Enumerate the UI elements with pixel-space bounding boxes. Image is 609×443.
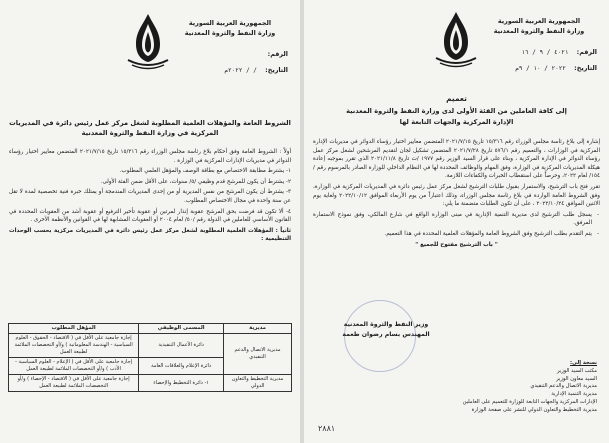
cc-item: مديرية التنمية الإدارية (551, 391, 597, 398)
memo-subtitle: الإدارة المركزية والجهات التابعة لها (399, 118, 514, 126)
cell-qualification: إجازة جامعية على الأقل في ( الاقتصاد - الحقوق - العلوم السياسية - الهندسة المعلوماتية ) و/أو التخصصات الملائمة لطبيعة العمل (9, 334, 139, 358)
number-label: الرقم: (576, 48, 597, 56)
table-header-row (9, 324, 292, 334)
number-label: الرقم: (267, 50, 288, 58)
closing-slogan: " باب الترشيح مفتوح للجميع " (415, 241, 498, 248)
memo-body (313, 138, 600, 251)
positions-table (8, 323, 292, 392)
date-line (224, 64, 288, 77)
cell-job-title: دائرة الإعلام والعلاقات العامة (139, 358, 224, 375)
cc-item: السيد معاون الوزير (556, 375, 597, 382)
memo-bullet: - يسجل طلب الترشيح لدى مديرية التنمية الإدارية في مبنى الوزارة الواقع في شارع المالكي، وفق نموذج الاستمارة المرفق. (313, 211, 600, 228)
signature-block (316, 320, 456, 340)
cell-directorate: مديرية الاتصال والدعم التنفيذي (224, 334, 292, 375)
memo-paragraph: تقرر فتح باب الترشيح، والاستمرار بقبول طلبات الترشيح لشغل مركز عمل رئيس دائرة في المديريات المركزية في الوزارة، وفق الشروط العامة الواردة في بلاغ رئاسة مجلس الوزراء، وذلك اعتباراً من يوم الأربعاء الموافق ٢٠٢٢/١٠/١٢ ولغاية يوم الاثنين الموافق ٢٠٢٢/١٠/٢٤ ، على أن تكون الطلبات متضمنة ما يلي: (313, 183, 600, 208)
date-label: التاريخ: (265, 66, 288, 74)
conditions-list (9, 148, 291, 246)
cc-item: الإدارات المركزية والجهات التابعة للوزارة للتعميم على العاملين (462, 398, 597, 405)
table-row (9, 334, 292, 358)
republic-name: الجمهورية العربية السورية (188, 19, 272, 27)
condition-intro: أولاً : الشروط العامة وفق أحكام بلاغ رئاسة مجلس الوزراء رقم ١٥/٣١٦ تاريخ ٢٠٢١/٧/١٥ المتضمن معايير اختيار رؤساء الدوائر في مديريات الإدارات المركزية في الوزارة . (9, 149, 292, 164)
copies-to (397, 360, 597, 415)
page-title: الشروط العامة والمؤهلات العلمية المطلوبة لشغل مركز عمل رئيس دائرة في المديريات المركزية في وزارة النفط والثروة المعدنية (9, 119, 291, 137)
cc-item: مديرية الاتصال والدعم التنفيذي (530, 383, 597, 390)
condition-item: ٢- يشترط أن يكون للمرشح قدم وظيفي /٥/ سنوات، على الأقل ضمن الفئة الأولى. (100, 178, 291, 185)
handwritten-note: ٢٨٨١ (318, 424, 336, 433)
header-job-title: المسمى الوظيفي (139, 324, 224, 334)
condition-item: ٤- ألا تكون قد فرضت بحق المرشح عقوبة إنذار لمرتين أو عقوبة تأخير الترفيع أو عقوبة أشد من العقوبات المحددة في القانون الأساسي للعاملين في الدولة رقم /٥٠/ لعام ٢٠٠٤ أو العقوبات المشابهة لها في القوانين والأنظمة الأخرى . (9, 208, 291, 224)
conditions-page (0, 0, 300, 443)
memo-subtitle: إلى كافة العاملين من الفئة الأولى لدى وزارة النفط والثروة المعدنية (346, 107, 567, 115)
republic-name: الجمهورية العربية السورية (497, 17, 581, 25)
cc-title: نسخة إلى: (570, 360, 597, 366)
ministry-logo-icon (426, 8, 486, 70)
signature-title: وزير النفط والثروة المعدنية (343, 321, 429, 328)
memo-title: تعميم (446, 94, 467, 103)
cc-item: مكتب السيد الوزير (556, 367, 597, 374)
circular-page (304, 0, 609, 443)
ministry-name: وزارة النفط والثروة المعدنية (184, 29, 276, 37)
number-value: ٤٠٢١ / ٩ / ١٦ (521, 49, 569, 56)
memo-bullet: - يتم التقدم بطلب الترشيح وفق الشروط العامة والمؤهلات العلمية المحددة في هذا التعميم. (313, 230, 600, 239)
date-line (515, 62, 597, 75)
ministry-name: وزارة النفط والثروة المعدنية (493, 27, 585, 35)
cell-directorate: مديرية التخطيط والتعاون الدولي (224, 375, 292, 392)
cc-item: مديرية التخطيط والتعاون الدولي للنشر على صفحة الوزارة (471, 406, 597, 413)
header-directorate: مديرية (224, 324, 292, 334)
condition-item: ٣- يشترط أن يكون المرشح من نفس المديرية أو من إحدى المديريات المندمجة أو يمتلك خبرة فنية تخصصية لمدة لا تقل عن سنة واحدة في مجال الاختصاص المطلوب. (9, 189, 291, 204)
letterhead (479, 16, 599, 36)
signature-name: المهندس بسام رضوان طعمة (342, 331, 430, 338)
cell-qualification: إجازة جامعية على الأقل في ( الاقتصاد - الإحصاء ) و/أو التخصصات الملائمة لطبيعة العمل (9, 375, 139, 392)
section-two-heading: ثانياً : المؤهلات العلمية المطلوبة لشغل مركز عمل رئيس دائرة في المديريات مركزية بحسب الوحدات التنظيمية : (9, 227, 291, 243)
number-line (268, 48, 288, 60)
cell-job-title: دائرة الأعمال التنفيذية (139, 334, 224, 358)
ministry-logo-icon (118, 10, 178, 72)
date-value: / / ٢٠٢٢م (224, 67, 257, 74)
number-line (521, 46, 597, 59)
cell-job-title: ١- دائرة التخطيط والإحصاء (139, 375, 224, 392)
date-label: التاريخ: (574, 64, 597, 72)
date-value: ٢٠٢٢ / ١٠ / ٩م (515, 65, 566, 72)
condition-item: ١- يشترط مطابقة الاختصاص مع بطاقة الوصف والمؤهل العلمي المطلوب. (119, 168, 291, 175)
letterhead (170, 18, 290, 38)
table-row (9, 375, 292, 392)
header-qualification: المؤهل المطلوب (9, 324, 139, 334)
memo-paragraph: إشارة إلى بلاغ رئاسة مجلس الوزراء رقم ١٥/٣١٦ تاريخ ٢٠٢١/٧/١٥ المتضمن معايير اختيار رؤساء الدوائر في مديريات الإدارة المركزية في الوزارات ، والتعميم رقم ٥٧٦/١ تاريخ ٢٠٢١/٧/٢٨ المتضمن تشكيل لجان لتقديم المرشحين لشغل مركز عمل رؤساء الدوائر في الإدارة المركزية ، وبناء على قرار السيد الوزير رقم ١٩٧٧ /ت تاريخ ٢٠٢١/١١/٨ الذي تقرر بموجبه إعادة هيكلة المديريات المركزية في الوزارة، وفق المهام والوظائف المحددة لها في النظام الداخلي للوزارة الصادر بالمرسوم رقم /١٥٤/ لعام ٢٠٢٢، وحرصاً على استقطاب الخبرات والكفاءات اللازمة. (313, 139, 601, 180)
cell-qualification: إجازة جامعية على الأقل في ( الإعلام - العلوم السياسية - الأدب ) و/أو التخصصات الملائمة لطبيعة العمل (9, 358, 139, 375)
